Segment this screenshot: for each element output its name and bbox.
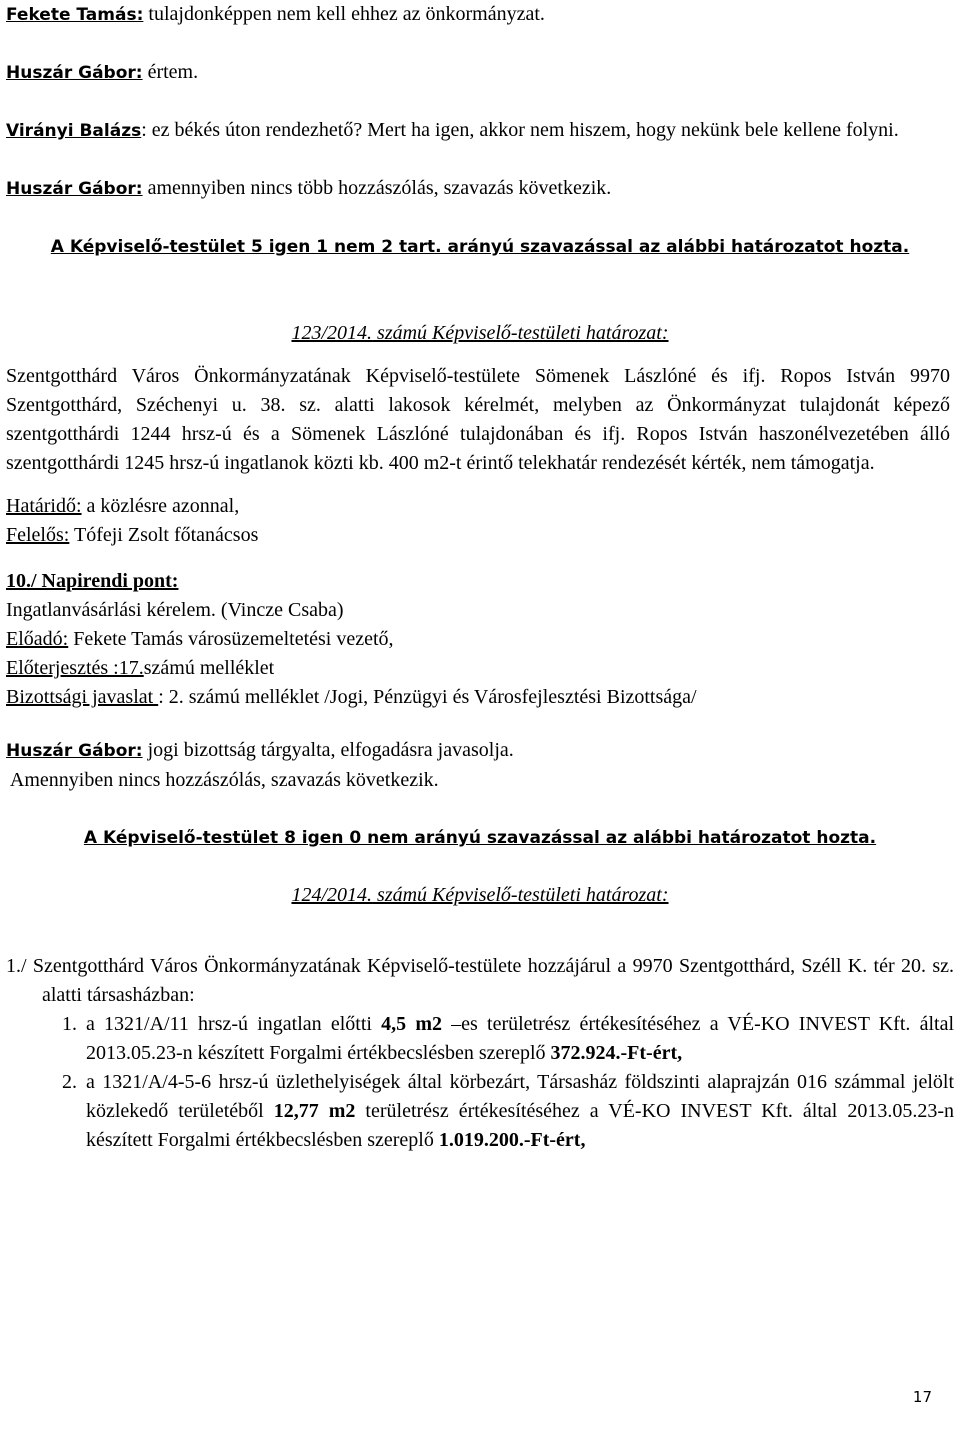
deadline [6,492,954,521]
deadline-value: a közlésre azonnal, [81,495,240,517]
vote-result-2 [6,823,954,853]
item-text: területrész értékesítéséhez a VÉ-KO INVEST Kft. által 2013.05.23-n készített Forgalmi értékbecslésben szereplő [86,1100,954,1151]
agenda-committee [6,683,954,712]
vote-text: A Képviselő-testület 8 igen 0 nem arányú szavazással az alábbi határozatot hozta. [83,828,877,848]
speech-text: : ez békés úton rendezhető? Mert ha igen, akkor nem hiszem, hogy nekünk bele kellene folyni. [141,119,899,141]
page-number: 17 [912,1388,932,1406]
deadline-label: Határidő: [6,495,82,517]
responsible [6,521,954,550]
agenda-submission [6,654,954,683]
agenda-presenter [6,625,954,654]
resolution-title: számú Képviselő-testületi határozat: [372,884,669,906]
committee-value: : 2. számú melléklet /Jogi, Pénzügyi és Városfejlesztési Bizottsága/ [158,686,697,708]
speech-huszar-1 [6,58,954,88]
resolution-number: 124/2014. [291,884,373,906]
speaker-name: Fekete Tamás: [6,5,144,25]
speech-line-2: Amennyiben nincs hozzászólás, szavazás következik. [6,769,439,791]
committee-label: Bizottsági javaslat [6,686,159,708]
resolution-124-heading [6,881,954,910]
resolution-123-body: Szentgotthárd Város Önkormányzatának Képviselő-testülete Sömenek Lászlóné és ifj. Ropos István 9970 Szentgotthárd, Széchenyi u. 38. sz. alatti lakosok kérelmét, melyben az Önkormányzat tulajdonát képező szentgotthárdi 1244 hrsz-ú és a Sömenek Lászlóné tulajdonában és ifj. Ropos István haszonélvezetében álló szentgotthárdi 1245 hrsz-ú ingatlanok közti kb. 400 m2-t érintő telekhatár rendezését kérték, nem támogatja. [6,365,950,474]
vote-text: A Képviselő-testület 5 igen 1 nem 2 tart. arányú szavazással az alábbi határozatot hozta. [50,237,910,257]
item-text: –es területrész értékesítéséhez a VÉ-KO INVEST Kft. által 2013.05.23-n készített Forgalmi értékbecslésben szereplő [86,1013,955,1064]
speech-viranyi [6,116,954,146]
speaker-name: Huszár Gábor: [6,179,143,199]
item-text: a 1321/A/11 hrsz-ú ingatlan előtti [86,1013,382,1035]
speech-huszar-2 [6,174,954,204]
presenter-label: Előadó: [6,628,69,650]
resolution-number: 123/2014. [291,322,373,344]
list-item [82,1068,954,1155]
speaker-name: Virányi Balázs [6,121,142,141]
agenda-subject: Ingatlanvásárlási kérelem. (Vincze Csaba) [6,599,344,621]
item-area: 12,77 m2 [273,1100,356,1122]
presenter-value: Fekete Tamás városüzemeltetési vezető, [68,628,394,650]
item-area: 4,5 m2 [381,1013,442,1035]
speech-fekete [6,0,954,30]
speech-huszar-3 [6,736,954,766]
agenda-number: 10./ Napirendi pont: [6,570,179,592]
speaker-name: Huszár Gábor: [6,741,143,761]
item-price: 1.019.200.-Ft-ért, [438,1129,586,1151]
speech-text: jogi bizottság tárgyalta, elfogadásra javasolja. [142,739,514,761]
vote-result-1 [6,232,954,262]
speech-text: tulajdonképpen nem kell ehhez az önkormányzat. [143,3,545,25]
resolution-124-intro: 1./ Szentgotthárd Város Önkormányzatának Képviselő-testülete hozzájárul a 9970 Szentgotthárd, Széll K. tér 20. sz. alatti társasházban: [6,955,954,1006]
resolution-title: számú Képviselő-testületi határozat: [372,322,669,344]
item-price: 372.924.-Ft-ért, [550,1042,683,1064]
speech-text: értem. [142,61,199,83]
resolution-123-heading [6,319,954,348]
speech-text: amennyiben nincs több hozzászólás, szavazás következik. [142,177,612,199]
speaker-name: Huszár Gábor: [6,63,143,83]
item-text: a 1321/A/4-5-6 hrsz-ú üzlethelyiségek által körbezárt, Társasház földszinti alaprajzán 016 számmal jelölt közlekedő területéből [86,1071,954,1122]
submission-value: számú melléklet [143,657,275,679]
responsible-label: Felelős: [6,524,70,546]
submission-label: Előterjesztés :17. [6,657,144,679]
responsible-value: Tófeji Zsolt főtanácsos [69,524,259,546]
resolution-124-items [6,1010,954,1155]
list-item [82,1010,954,1068]
agenda-heading [6,567,954,596]
